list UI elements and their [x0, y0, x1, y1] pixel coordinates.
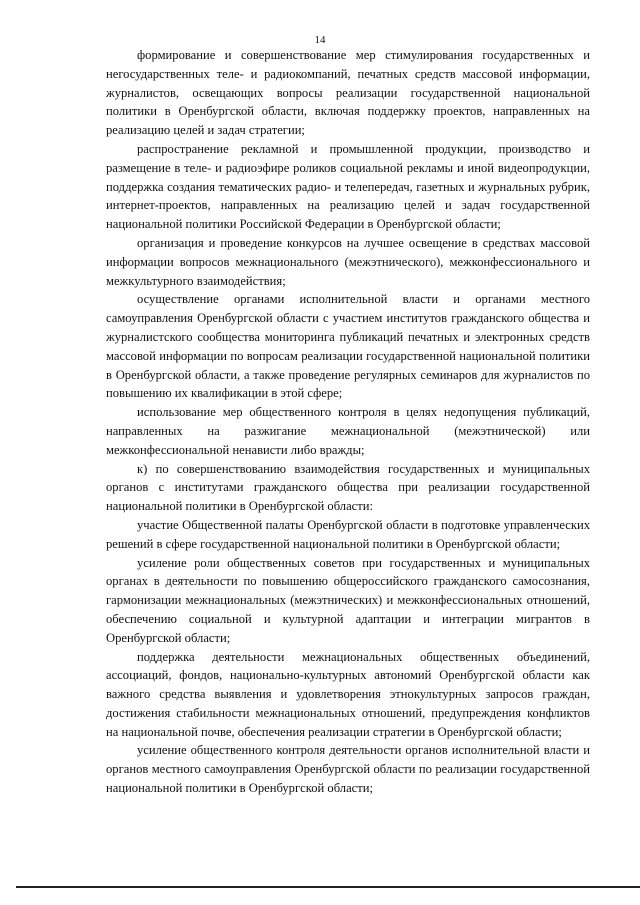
paragraph-public-chamber: участие Общественной палаты Оренбургской области в подготовке управленческих решений в сфере государственной национальной политики в Оренбургской области; — [106, 517, 590, 551]
paragraph-section-k: к) по совершенствованию взаимодействия государственных и муниципальных органов с институтами гражданского общества при реализации государственной национальной политики в Оренбургской области: — [106, 461, 590, 514]
paragraph-public-control: использование мер общественного контроля в целях недопущения публикаций, направленных на разжигание межнациональной (межэтнической) или межконфессиональной ненависти либо вражды; — [106, 405, 590, 457]
paragraph-oversight: усиление общественного контроля деятельности органов исполнительной власти и органов местного самоуправления Оренбургской области по реализации государственной национальной политики в Оренбургской области; — [106, 743, 590, 796]
paragraph-monitoring: осуществление органами исполнительной власти и органами местного самоуправления Оренбургской области с участием институтов гражданского общества и журналистского сообщества мониторинга публикаций печатных и электронных средств массовой информации по вопросам реализации государственной национальной политики в Оренбургской области, а также проведение регулярных семинаров для журналистов по повышению их квалификации в этой сфере; — [106, 292, 590, 401]
page-body — [106, 46, 590, 798]
bottom-rule — [16, 886, 640, 888]
paragraph-media-support: формирование и совершенствование мер стимулирования государственных и негосударственных теле- и радиокомпаний, печатных средств массовой информации, журналистов, освещающих вопросы реализации государственной национальной политики в Оренбургской области, включая поддержку проектов, направленных на реализацию целей и задач стратегии; — [106, 48, 590, 138]
paragraph-ngo-support: поддержка деятельности межнациональных общественных объединений, ассоциаций, фондов, национально-культурных автономий Оренбургской области как важного средства выявления и удовлетворения этнокультурных запросов граждан, достижения стабильности межнациональных отношений, предупреждения конфликтов на национальной почве, обеспечения реализации стратегии в Оренбургской области; — [106, 649, 590, 739]
paragraph-contests: организация и проведение конкурсов на лучшее освещение в средствах массовой информации вопросов межнационального (межэтнического), межконфессионального и межкультурного взаимодействия; — [106, 235, 590, 288]
paragraph-public-councils: усиление роли общественных советов при государственных и муниципальных органах в деятельности по повышению общероссийского гражданского самосознания, гармонизации межнациональных (межэтнических) и межконфессиональных отношений, обеспечению социальной и культурной адаптации и интеграции мигрантов в Оренбургской области; — [106, 555, 590, 645]
paragraph-advertising: распространение рекламной и промышленной продукции, производство и размещение в теле- и радиоэфире роликов социальной рекламы и иной видеопродукции, поддержка создания тематических радио- и телепередач, газетных и журнальных рубрик, интернет-проектов, направленных на реализацию целей и задач государственной национальной политики Российской Федерации в Оренбургской области; — [106, 141, 590, 232]
page-number: 14 — [314, 34, 326, 46]
